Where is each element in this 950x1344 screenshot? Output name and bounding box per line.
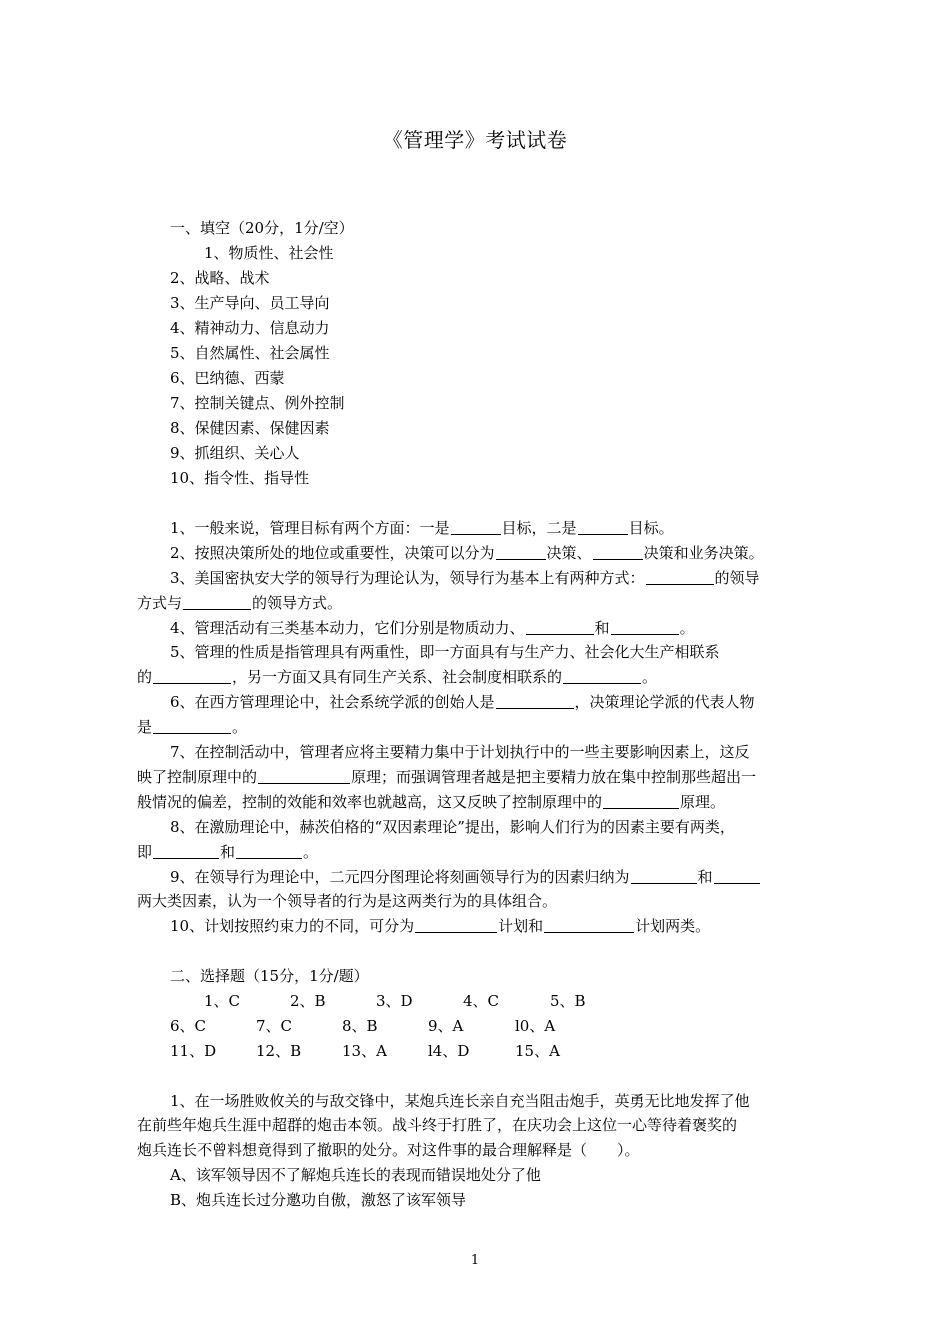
answer-blank [451, 520, 501, 535]
choice-answer: 6、C [170, 1017, 207, 1035]
question-6: 6、在西方管理理论中，社会系统学派的创始人是 ，决策理论学派的代表人物 [170, 693, 755, 711]
answer-blank [496, 545, 546, 560]
answer-line: 4、精神动力、信息动力 [170, 319, 330, 337]
question-7: 7、在控制活动中，管理者应将主要精力集中于计划执行中的一些主要影响因素上，这反 [170, 743, 750, 761]
answer-blank [578, 520, 628, 535]
answer-line: 3、生产导向、员工导向 [170, 294, 330, 312]
section2-heading: 二、选择题（15分，1分/题） [170, 967, 369, 985]
answer-blank [646, 570, 714, 585]
answer-blank [496, 694, 574, 709]
choice-answer: 9、A [428, 1017, 464, 1035]
page-title: 《管理学》考试试卷 [382, 128, 568, 152]
answer-line: 6、巴纳德、西蒙 [170, 369, 285, 387]
question-3-cont: 方式与 的领导方式。 [137, 594, 343, 612]
choice-option-b: B、炮兵连长过分邀功自傲，激怒了该军领导 [170, 1191, 467, 1209]
answer-blank [593, 545, 643, 560]
choice-answer: 15、A [515, 1042, 560, 1060]
choice-answer: 7、C [256, 1017, 293, 1035]
choice-answer-row [0, 1017, 950, 1035]
choice-answer: 12、B [256, 1042, 302, 1060]
question-9: 9、在领导行为理论中，二元四分图理论将刻画领导行为的因素归纳为 和 [170, 868, 761, 886]
answer-blank [631, 869, 697, 884]
answer-blank [153, 669, 231, 684]
answer-blank [526, 620, 594, 635]
question-4: 4、管理活动有三类基本动力，它们分别是物质动力、 和 。 [170, 619, 695, 637]
choice-question-1-cont: 在前些年炮兵生涯中超群的炮击本领。战斗终于打胜了，在庆功会上这位一心等待着褒奖的 [137, 1116, 738, 1134]
answer-blank [563, 669, 641, 684]
answer-blank [415, 918, 497, 933]
question-6-cont: 是 。 [137, 718, 248, 736]
answer-blank [183, 595, 251, 610]
choice-answer: l0、A [515, 1017, 556, 1035]
choice-answer: 13、A [342, 1042, 387, 1060]
question-1: 1、一般来说，管理目标有两个方面：一是 目标，二是 目标。 [170, 519, 674, 537]
answer-line: 2、战略、战术 [170, 269, 270, 287]
choice-answer: l4、D [428, 1042, 470, 1060]
question-9-cont: 两大类因素，认为一个领导者的行为是这两类行为的具体组合。 [137, 892, 558, 910]
answer-blank [603, 794, 679, 809]
page-number: 1 [470, 1253, 480, 1268]
answer-line: 7、控制关键点、例外控制 [170, 394, 345, 412]
answer-blank [236, 844, 302, 859]
question-7-cont: 映了控制原理中的 原理；而强调管理者越是把主要精力放在集中控制那些超出一 [137, 768, 757, 786]
answer-line: 8、保健因素、保健因素 [170, 419, 330, 437]
answer-blank [258, 769, 350, 784]
choice-answer: 5、B [550, 992, 586, 1010]
answer-blank [153, 719, 231, 734]
choice-answer: 11、D [170, 1042, 217, 1060]
choice-answer: 1、C [204, 992, 241, 1010]
answer-blank [714, 869, 760, 884]
answer-blank [611, 620, 679, 635]
question-8-cont: 即 和 。 [137, 843, 319, 861]
answer-blank [544, 918, 634, 933]
choice-question-1-cont: 炮兵连长不曾料想竟得到了撤职的处分。对这件事的最合理解释是（ ）。 [137, 1141, 640, 1159]
choice-answer: 4、C [463, 992, 500, 1010]
answer-blank [153, 844, 219, 859]
question-8: 8、在激励理论中，赫茨伯格的“双因素理论”提出，影响人们行为的因素主要有两类， [170, 818, 735, 836]
choice-answer-row [0, 1042, 950, 1060]
answer-line: 5、自然属性、社会属性 [170, 344, 330, 362]
choice-answer: 8、B [342, 1017, 378, 1035]
question-5: 5、管理的性质是指管理具有两重性，即一方面具有与生产力、社会化大生产相联系 [170, 643, 720, 661]
choice-answer: 2、B [290, 992, 326, 1010]
section1-heading: 一、填空（20分，1分/空） [170, 219, 354, 237]
choice-answer-row [0, 992, 950, 1010]
answer-line: 1、物质性、社会性 [204, 244, 334, 262]
question-2: 2、按照决策所处的地位或重要性，决策可以分为 决策、 决策和业务决策。 [170, 544, 764, 562]
choice-question-1: 1、在一场胜败攸关的与敌交锋中，某炮兵连长亲自充当阻击炮手，英勇无比地发挥了他 [170, 1092, 750, 1110]
answer-line: 9、抓组织、关心人 [170, 444, 300, 462]
answer-line: 10、指令性、指导性 [170, 469, 310, 487]
question-10: 10、计划按照约束力的不同，可分为 计划和 计划两类。 [170, 917, 711, 935]
question-3: 3、美国密执安大学的领导行为理论认为，领导行为基本上有两种方式： 的领导 [170, 569, 760, 587]
choice-option-a: A、该军领导因不了解炮兵连长的表现而错误地处分了他 [170, 1166, 541, 1184]
choice-answer: 3、D [376, 992, 413, 1010]
question-7-cont: 般情况的偏差，控制的效能和效率也就越高，这又反映了控制原理中的 原理。 [137, 793, 726, 811]
question-5-cont: 的 ，另一方面又具有同生产关系、社会制度相联系的 。 [137, 668, 658, 686]
